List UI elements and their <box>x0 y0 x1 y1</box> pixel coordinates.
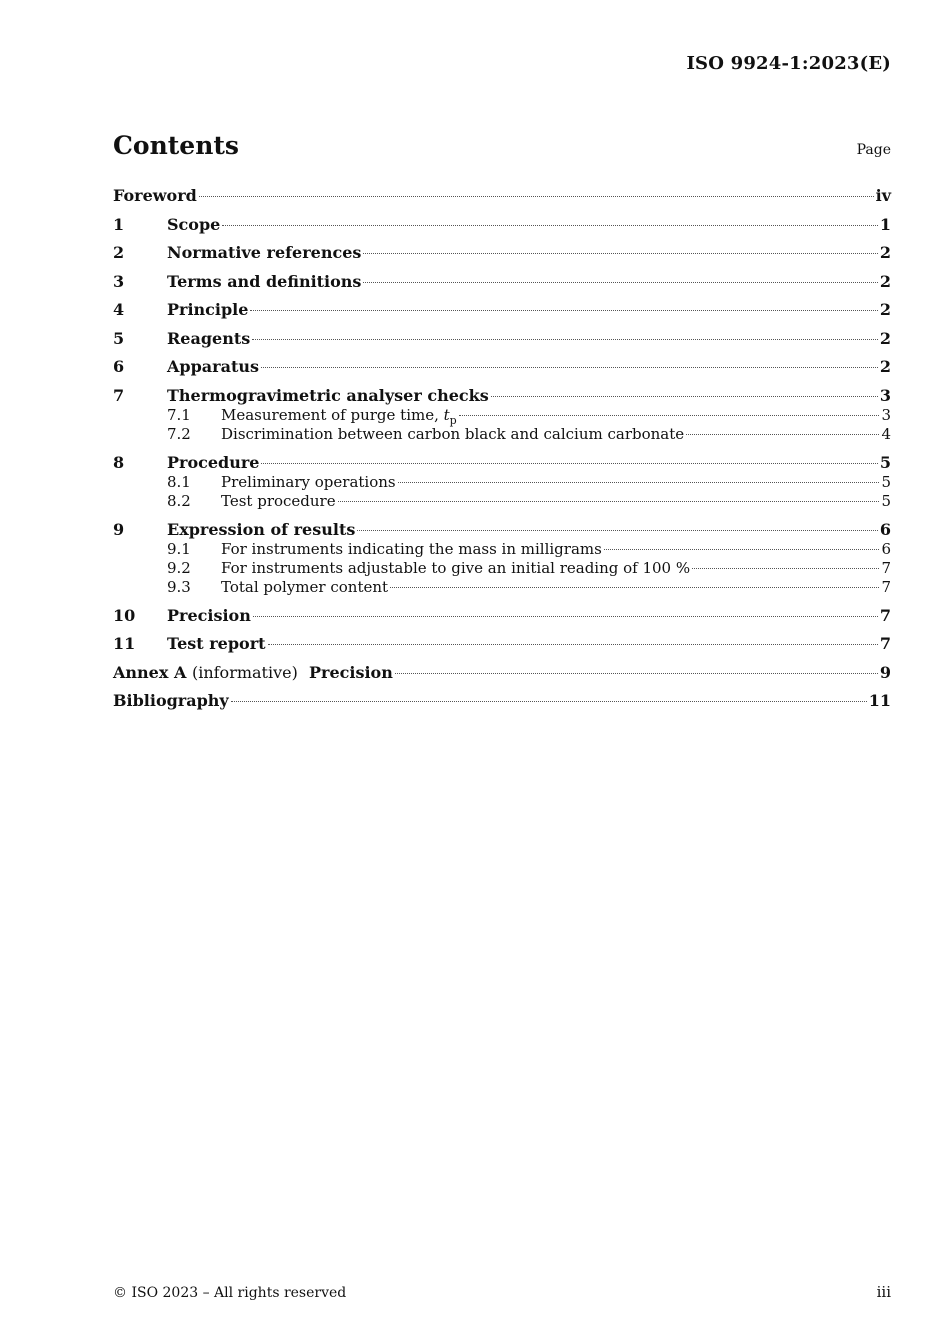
toc-number: 10 <box>113 605 136 625</box>
toc-title: Test report <box>167 634 266 653</box>
toc-entry-clause-6[interactable] <box>113 355 891 384</box>
toc-entry-subclause-9-3[interactable] <box>113 578 891 597</box>
toc-page: 6 <box>879 519 891 539</box>
toc-number: 8.1 <box>167 472 191 491</box>
toc-page: 5 <box>881 472 891 491</box>
dot-leader <box>398 482 880 483</box>
toc-number: 9.2 <box>167 558 191 577</box>
toc-entry-annex-a[interactable] <box>113 661 891 690</box>
toc-page: 4 <box>881 424 891 443</box>
toc-entry-clause-9[interactable] <box>113 518 891 540</box>
dot-leader <box>491 396 878 397</box>
dot-leader <box>459 415 880 416</box>
toc-title: Bibliography <box>113 691 229 710</box>
toc-title: Terms and definitions <box>167 271 362 291</box>
toc-title: Scope <box>167 214 221 234</box>
toc-page: 7 <box>879 634 891 653</box>
toc-number: 2 <box>113 243 125 262</box>
dot-leader <box>686 434 879 435</box>
toc-entry-subclause-8-2[interactable] <box>113 492 891 511</box>
toc-entry-clause-8[interactable] <box>113 451 891 473</box>
dot-leader <box>363 253 877 254</box>
toc-page: 7 <box>879 605 891 625</box>
toc-page: iv <box>875 186 891 205</box>
toc-title: Thermogravimetric analyser checks <box>167 385 489 405</box>
annex-type: (informative) <box>191 662 298 682</box>
toc-title: Precision <box>167 605 251 625</box>
toc-title: Expression of results <box>167 519 356 539</box>
toc-page: 2 <box>879 271 891 291</box>
toc-number: 5 <box>113 328 125 348</box>
toc-number: 9 <box>113 519 125 539</box>
toc-page: 2 <box>879 243 891 262</box>
toc-page: 9 <box>879 662 891 682</box>
dot-leader <box>252 339 878 340</box>
toc-title: For instruments indicating the mass in milligrams <box>221 539 602 558</box>
purge-time-symbol: t <box>443 405 450 424</box>
dot-leader <box>363 282 877 283</box>
dot-leader <box>692 568 879 569</box>
dot-leader <box>338 501 880 502</box>
toc-title: Foreword <box>113 186 197 205</box>
toc-number: 8 <box>113 452 125 472</box>
toc-number: 7 <box>113 385 125 405</box>
toc-number: 7.2 <box>167 424 191 443</box>
toc-number: 6 <box>113 357 125 376</box>
toc-page: 7 <box>881 577 891 596</box>
toc-page: 11 <box>868 691 891 710</box>
toc-title: For instruments adjustable to give an initial reading of 100 % <box>221 558 691 577</box>
toc-entry-clause-7[interactable] <box>113 384 891 406</box>
toc-number: 7.1 <box>167 405 191 424</box>
toc-entry-subclause-8-1[interactable] <box>113 473 891 492</box>
toc-entry-clause-5[interactable] <box>113 327 891 356</box>
dot-leader <box>357 530 878 531</box>
dot-leader <box>199 196 874 197</box>
toc-title: Test procedure <box>221 491 336 510</box>
toc-title: Total polymer content <box>221 577 389 596</box>
toc-page: 3 <box>881 405 891 424</box>
toc-entry-clause-11[interactable] <box>113 632 891 661</box>
dot-leader <box>261 367 878 368</box>
table-of-contents <box>113 184 891 718</box>
dot-leader <box>268 644 878 645</box>
toc-page: 2 <box>879 300 891 319</box>
toc-title: Normative references <box>167 243 362 262</box>
page-column-label: Page <box>856 142 891 158</box>
toc-number: 9.1 <box>167 539 191 558</box>
toc-page: 7 <box>881 558 891 577</box>
toc-number: 4 <box>113 300 125 319</box>
toc-title <box>113 661 393 685</box>
purge-time-subscript: p <box>449 413 457 427</box>
toc-entry-subclause-7-2[interactable] <box>113 425 891 444</box>
toc-entry-clause-3[interactable] <box>113 270 891 299</box>
annex-label: Annex A <box>113 662 187 682</box>
page-number: iii <box>876 1283 891 1301</box>
toc-title: Principle <box>167 300 249 319</box>
document-id: ISO 9924-1:2023(E) <box>686 53 891 74</box>
toc-entry-clause-2[interactable] <box>113 241 891 270</box>
dot-leader <box>222 225 878 226</box>
dot-leader <box>261 463 877 464</box>
toc-number: 9.3 <box>167 577 191 596</box>
dot-leader <box>250 310 877 311</box>
toc-page: 3 <box>879 385 891 405</box>
toc-number: 1 <box>113 214 125 234</box>
toc-entry-subclause-9-1[interactable] <box>113 540 891 559</box>
toc-number: 11 <box>113 634 136 653</box>
toc-entry-clause-4[interactable] <box>113 298 891 327</box>
toc-entry-subclause-9-2[interactable] <box>113 559 891 578</box>
toc-page: 5 <box>879 452 891 472</box>
toc-number: 3 <box>113 271 125 291</box>
toc-entry-clause-10[interactable] <box>113 604 891 633</box>
toc-page: 6 <box>881 539 891 558</box>
toc-title: Apparatus <box>167 357 259 376</box>
dot-leader <box>253 616 878 617</box>
toc-page: 5 <box>881 491 891 510</box>
dot-leader <box>604 549 880 550</box>
toc-page: 1 <box>879 214 891 234</box>
toc-title: Procedure <box>167 452 260 472</box>
toc-page: 2 <box>879 357 891 376</box>
toc-title-text: Measurement of purge time, <box>221 405 444 424</box>
toc-entry-bibliography[interactable] <box>113 689 891 718</box>
toc-page: 2 <box>879 328 891 348</box>
annex-title: Precision <box>308 662 393 682</box>
toc-entry-clause-1[interactable] <box>113 213 891 242</box>
contents-heading: Contents <box>113 131 240 160</box>
toc-entry-subclause-7-1[interactable] <box>113 406 891 425</box>
dot-leader <box>395 673 878 674</box>
toc-title: Preliminary operations <box>221 472 396 491</box>
dot-leader <box>390 587 879 588</box>
toc-number: 8.2 <box>167 491 191 510</box>
toc-title: Discrimination between carbon black and calcium carbonate <box>221 424 685 443</box>
toc-title: Reagents <box>167 328 251 348</box>
copyright-notice: © ISO 2023 – All rights reserved <box>113 1285 347 1301</box>
dot-leader <box>231 701 867 702</box>
toc-entry-foreword[interactable] <box>113 184 891 213</box>
